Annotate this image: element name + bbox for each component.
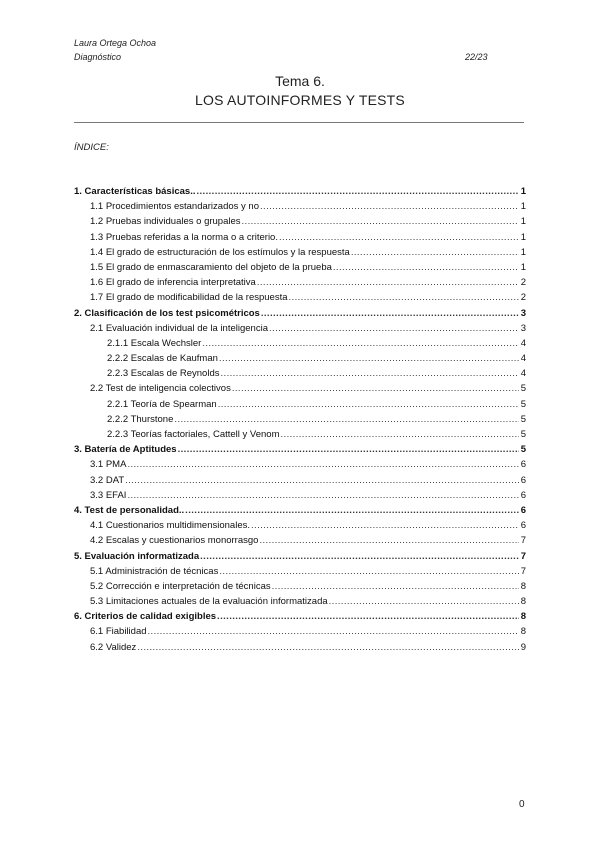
toc-entry-page: 6 [520,504,526,516]
toc-entry-page: 6 [520,474,526,486]
toc-entry[interactable] [74,490,526,505]
toc-dot-leader [174,414,518,425]
toc-dot-leader [185,505,519,516]
toc-dot-leader [259,535,518,546]
toc-dot-leader [242,216,519,227]
toc-entry-page: 6 [520,489,526,501]
toc-entry-label: 4.1 Cuestionarios multidimensionales. [90,520,250,532]
toc-entry-label: 5. Evaluación informatizada [74,550,200,562]
toc-entry[interactable] [74,551,526,566]
toc-entry-page: 1 [520,261,526,273]
toc-entry-label: 2.2.3 Teorías factoriales, Cattell y Venom [107,429,280,440]
toc-entry-label: 1.1 Procedimientos estandarizados y no [90,201,259,213]
toc-entry[interactable] [74,383,526,398]
toc-entry-label: 2.1.1 Escala Wechsler [107,337,202,349]
toc-dot-leader [251,520,519,531]
toc-entry[interactable] [74,368,526,383]
toc-entry-page: 4 [520,368,526,380]
toc-entry[interactable] [74,414,526,429]
toc-entry[interactable] [74,247,526,262]
toc-entry-label: 2.2.2 Escalas de Kaufman [107,353,218,365]
toc-entry-label: 2.2.3 Escalas de Reynolds [107,368,220,380]
toc-dot-leader [178,444,519,455]
toc-entry-page: 8 [520,580,526,592]
toc-dot-leader [219,353,519,364]
toc-dot-leader [279,232,519,243]
toc-dot-leader [281,429,519,440]
toc-entry-page: 1 [520,216,526,228]
toc-entry-label: 6.2 Validez [90,641,137,653]
toc-entry-page: 5 [520,429,526,440]
toc-dot-leader [220,368,518,379]
toc-entry-label: 1.6 El grado de inferencia interpretativa [90,277,256,289]
toc-entry-page: 6 [520,520,526,532]
toc-entry-page: 5 [520,444,526,456]
toc-entry-label: 1.3 Pruebas referidas a la norma o a criterio. [90,231,278,243]
toc-entry-label: 6.1 Fiabilidad [90,626,147,638]
toc-entry[interactable] [74,520,526,535]
toc-entry-label: 1.2 Pruebas individuales o grupales [90,216,241,228]
toc-entry-page: 3 [520,322,526,334]
toc-entry-label: 3.2 DAT [90,474,125,486]
toc-dot-leader [260,201,519,212]
toc-entry-page: 5 [520,413,526,425]
toc-dot-leader [218,399,519,410]
toc-entry[interactable] [74,475,526,490]
toc-entry-label: 4.2 Escalas y cuestionarios monorrasgo [90,535,259,547]
toc-entry[interactable] [74,186,526,201]
toc-dot-leader [125,475,519,486]
toc-entry-label: 2. Clasificación de los test psicométricos [74,307,260,319]
toc-entry-label: 1.5 El grado de enmascaramiento del objeto de la prueba [90,261,332,273]
toc-entry-page: 7 [520,535,526,547]
page-number: 0 [519,799,525,810]
toc-entry-page: 3 [520,307,526,319]
toc-dot-leader [351,247,519,258]
toc-entry[interactable] [74,323,526,338]
toc-entry[interactable] [74,459,526,474]
toc-dot-leader [289,292,519,303]
toc-entry-label: 3.1 PMA [90,459,127,471]
toc-entry[interactable] [74,505,526,520]
toc-entry[interactable] [74,277,526,292]
table-of-contents [74,186,526,657]
toc-entry[interactable] [74,292,526,307]
toc-entry-page: 6 [520,459,526,471]
toc-dot-leader [219,566,518,577]
toc-entry-label: 2.2 Test de inteligencia colectivos [90,383,231,395]
toc-entry[interactable] [74,535,526,550]
toc-entry-label: 6. Criterios de calidad exigibles [74,611,217,623]
toc-dot-leader [148,626,519,637]
toc-entry-page: 1 [520,201,526,213]
toc-entry-page: 4 [520,353,526,365]
toc-entry-label: 2.1 Evaluación individual de la inteligencia [90,322,268,334]
toc-dot-leader [232,383,519,394]
toc-entry[interactable] [74,308,526,323]
toc-entry-page: 2 [520,292,526,304]
toc-entry-label: 4. Test de personalidad.. [74,504,185,516]
toc-entry[interactable] [74,338,526,353]
toc-entry-page: 4 [520,337,526,349]
toc-entry-label: 5.3 Limitaciones actuales de la evaluación informatizada [90,596,328,608]
document-title-line2: LOS AUTOINFORMES Y TESTS [195,92,405,108]
header-subject: Diagnóstico [74,52,122,62]
toc-entry-page: 2 [520,277,526,289]
toc-entry[interactable] [74,201,526,216]
toc-entry-label: 1.7 El grado de modificabilidad de la respuesta [90,292,288,304]
toc-entry-page: 1 [520,231,526,243]
toc-entry-label: 5.1 Administración de técnicas [90,565,219,577]
toc-entry-page: 1 [520,186,526,197]
toc-entry[interactable] [74,444,526,459]
toc-dot-leader [261,308,519,319]
toc-dot-leader [333,262,519,273]
toc-entry-label: 3.3 EFAI [90,489,127,501]
toc-entry[interactable] [74,232,526,247]
toc-entry-label: 1. Características básicas.. [74,186,196,197]
toc-entry[interactable] [74,611,526,626]
toc-entry-page: 5 [520,383,526,395]
toc-entry-label: 1.4 El grado de estructuración de los estímulos y la respuesta [90,246,350,258]
document-title-line1: Tema 6. [275,73,325,89]
toc-entry-page: 5 [520,398,526,410]
toc-entry[interactable] [74,262,526,277]
toc-entry-page: 1 [520,246,526,258]
toc-entry[interactable] [74,626,526,641]
toc-dot-leader [137,642,518,653]
toc-entry-page: 8 [520,626,526,638]
toc-entry[interactable] [74,642,526,657]
toc-dot-leader [329,596,519,607]
toc-entry[interactable] [74,596,526,611]
toc-dot-leader [269,323,519,334]
toc-entry[interactable] [74,429,526,444]
toc-entry-label: 5.2 Corrección e interpretación de técnicas [90,580,271,592]
title-divider [74,122,524,123]
toc-dot-leader [196,186,518,197]
toc-entry[interactable] [74,216,526,231]
toc-entry[interactable] [74,566,526,581]
toc-entry-label: 2.2.2 Thurstone [107,413,174,425]
index-heading: ÍNDICE: [74,142,109,153]
toc-dot-leader [202,338,518,349]
toc-dot-leader [217,611,519,622]
toc-entry-label: 2.2.1 Teoría de Spearman [107,398,217,410]
toc-entry-page: 7 [520,565,526,577]
header-author: Laura Ortega Ochoa [74,38,157,48]
toc-entry[interactable] [74,399,526,414]
toc-entry-page: 9 [520,641,526,653]
toc-dot-leader [257,277,519,288]
toc-dot-leader [200,551,519,562]
toc-entry-label: 3. Batería de Aptitudes [74,444,177,456]
toc-dot-leader [272,581,519,592]
toc-entry-page: 7 [520,550,526,562]
toc-dot-leader [127,490,518,501]
header-date: 22/23 [465,52,488,62]
toc-dot-leader [127,459,518,470]
toc-entry[interactable] [74,353,526,368]
toc-entry-page: 8 [520,596,526,608]
toc-entry[interactable] [74,581,526,596]
toc-entry-page: 8 [520,611,526,623]
